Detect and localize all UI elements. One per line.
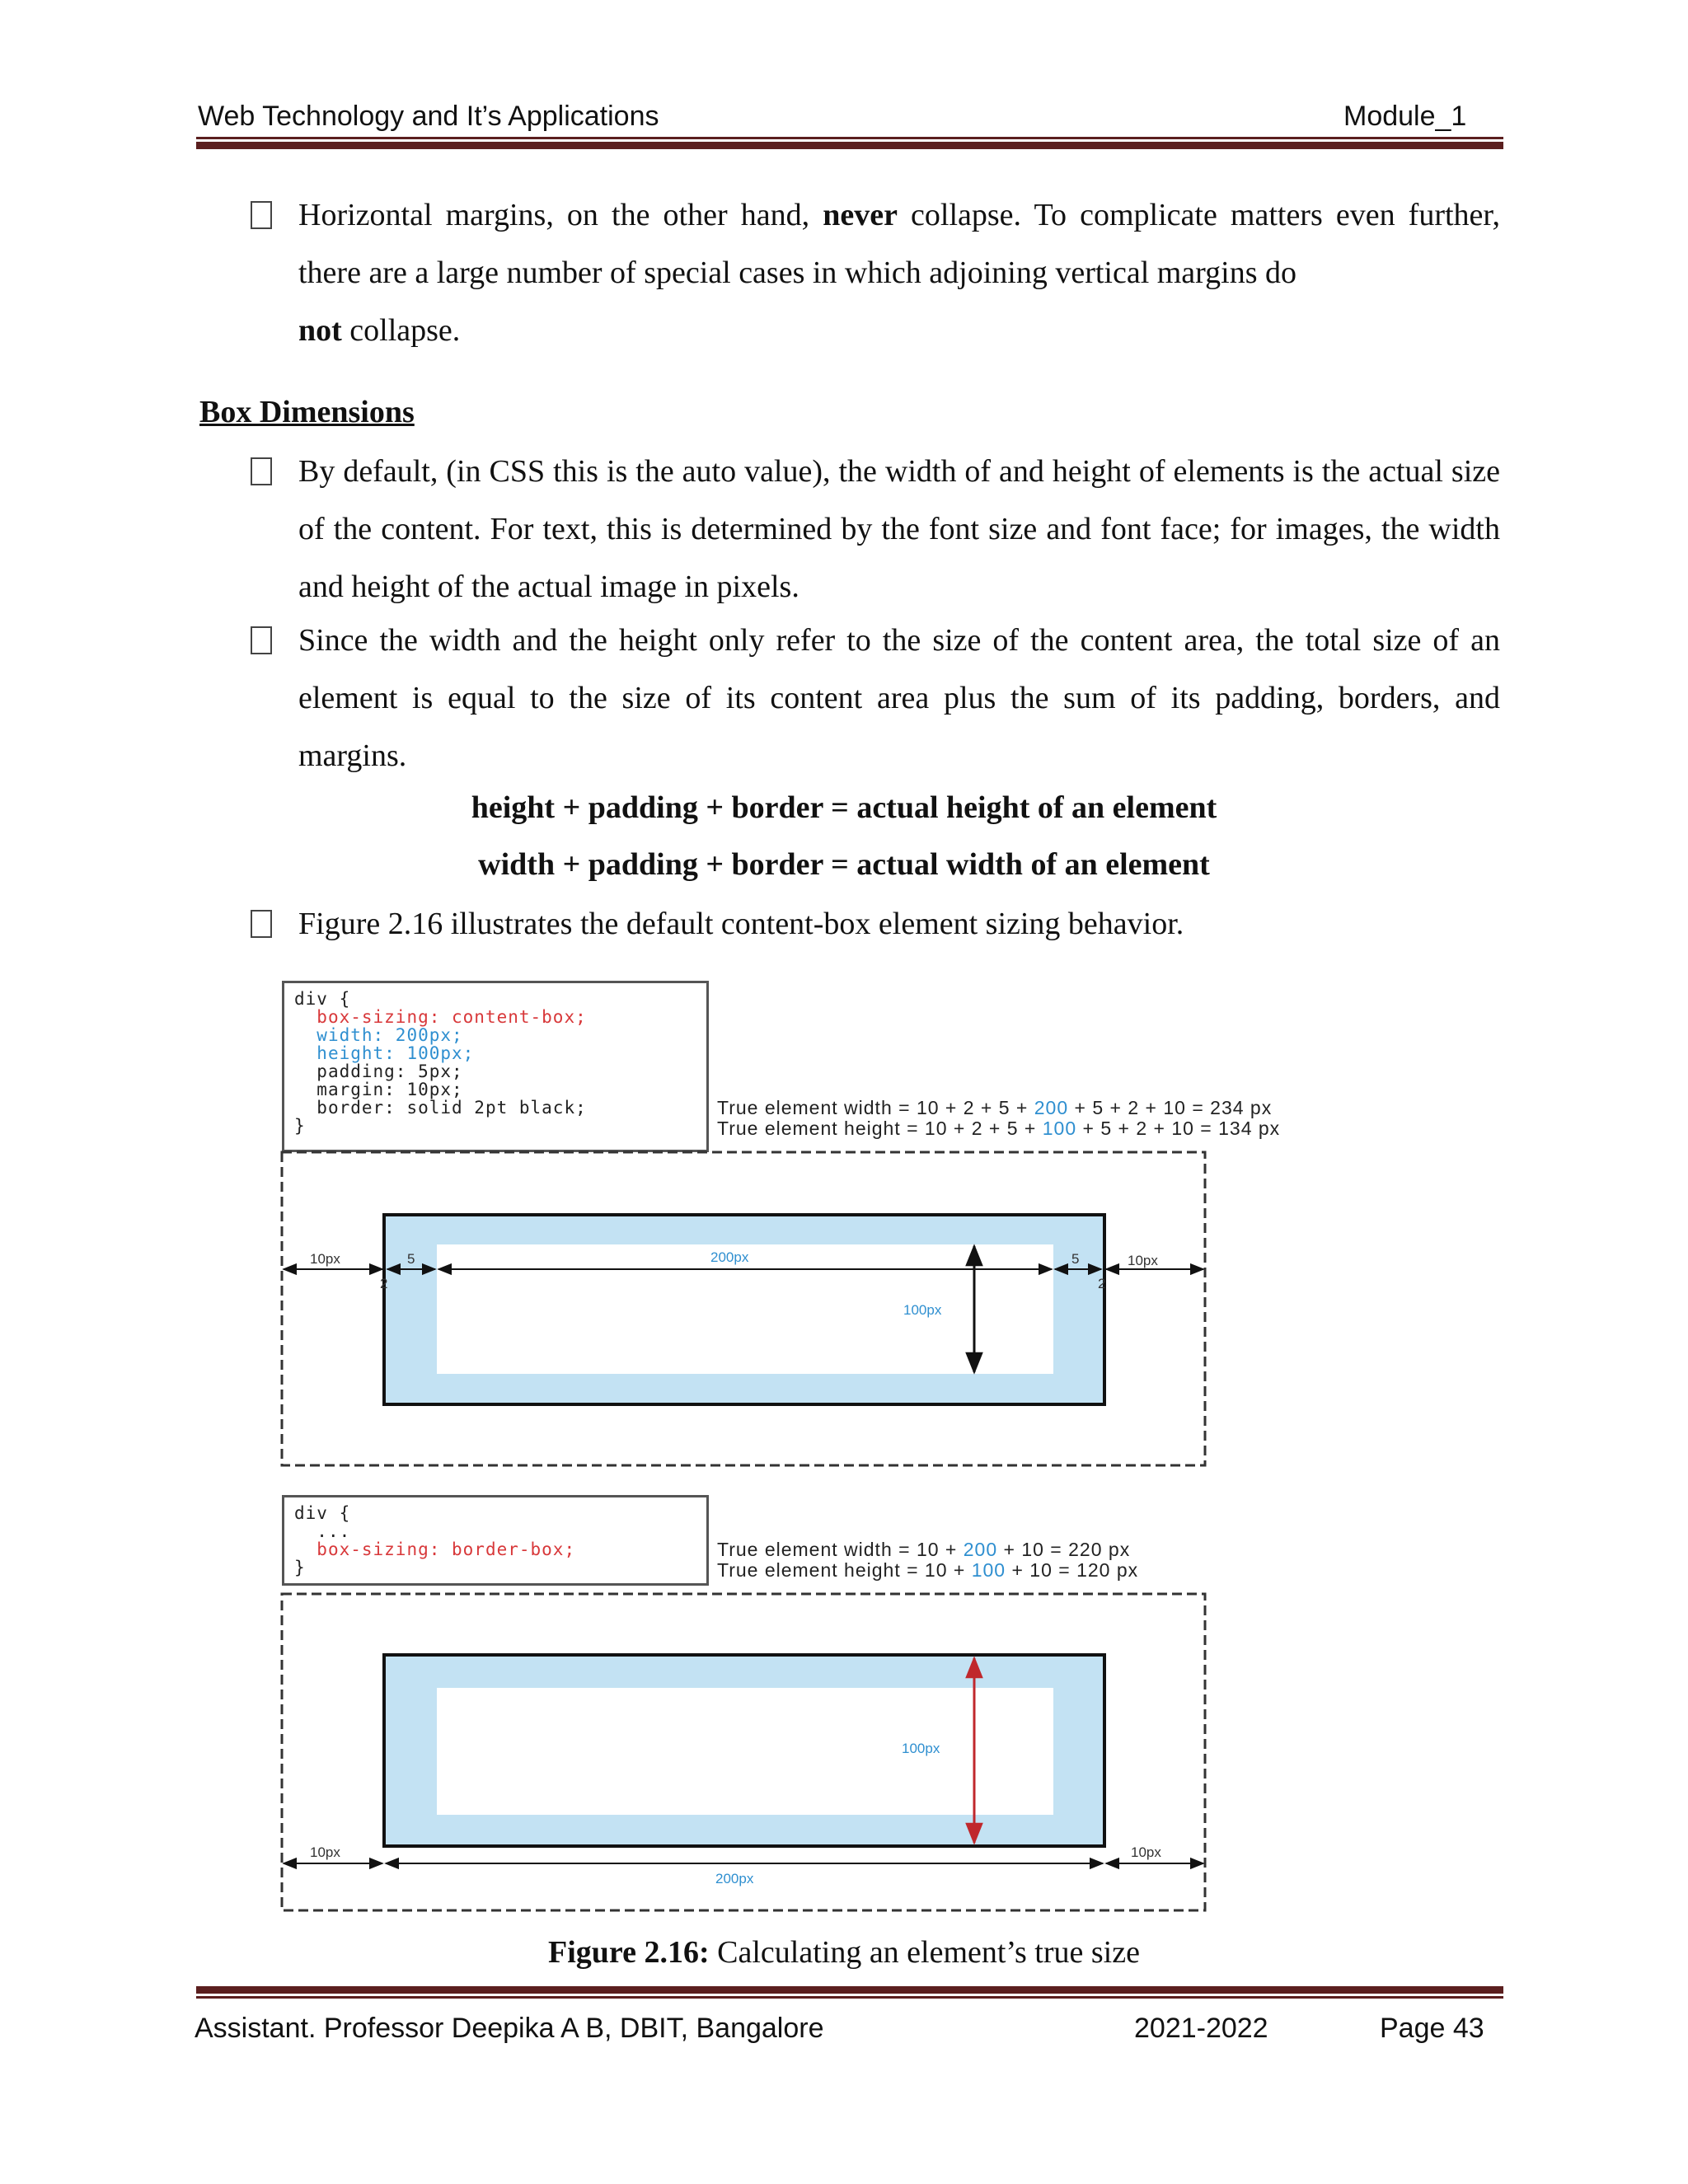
label-padding-left: 5 (407, 1251, 415, 1267)
equation-true-width-border-box (717, 1540, 1130, 1560)
label-height-border-box: 100px (902, 1741, 940, 1756)
code-line: div { (294, 989, 351, 1009)
header-module: Module_1 (1343, 101, 1467, 132)
footer-year: 2021-2022 (1134, 2013, 1268, 2044)
content-area (437, 1688, 1053, 1815)
label-border-left: 2 (380, 1276, 388, 1291)
label-border-right: 2 (1098, 1276, 1106, 1291)
eq-value: 200 (1034, 1097, 1069, 1118)
code-line: } (294, 1116, 306, 1136)
p1-text-never: never (823, 198, 898, 232)
code-box-border-box (282, 1495, 709, 1586)
p1-text-e: collapse. (349, 313, 461, 348)
label-content-width: 200px (710, 1249, 749, 1265)
formula-width: width + padding + border = actual width of an element (478, 847, 1210, 882)
footer-rule-thin (196, 1996, 1503, 1999)
formula-height: height + padding + border = actual height of an element (471, 790, 1217, 825)
header-title: Web Technology and It’s Applications (198, 101, 659, 132)
eq-value: 100 (1042, 1118, 1077, 1139)
border-box-diagram (282, 1594, 1205, 1910)
content-box-diagram (282, 1152, 1205, 1465)
paragraph-total-size: Since the width and the height only refer to the size of the content area, the total size of an element is equal to the size of its content area plus the sum of its padding, borders, and margins. (298, 623, 1500, 773)
eq-part: + 5 + 2 + 10 = 234 px (1074, 1097, 1273, 1118)
eq-part: + 10 = 220 px (1003, 1539, 1131, 1560)
section-heading: Box Dimensions (199, 395, 415, 429)
paragraph-default-size: By default, (in CSS this is the auto value), the width of and height of elements is the actual size of the content. For text, this is determined by the font size and font face; for images, the width and height of the actual image in pixels. (298, 454, 1500, 604)
footer-author: Assistant. Professor Deepika A B, DBIT, Bangalore (195, 2013, 824, 2044)
eq-part: + 10 = 120 px (1011, 1559, 1139, 1581)
label-margin-left: 10px (310, 1251, 340, 1267)
code-line: border: solid 2pt black; (316, 1098, 587, 1118)
code-line: ... (316, 1521, 351, 1541)
eq-value: 200 (963, 1539, 998, 1560)
eq-part: + 5 + 2 + 10 = 134 px (1082, 1118, 1281, 1139)
code-line: div { (294, 1503, 351, 1523)
figure-caption (0, 1934, 1688, 1971)
label-content-height: 100px (903, 1302, 942, 1318)
code-line: } (294, 1558, 306, 1577)
p1-text-c: collapse. To complicate matters even further, there are a large number of special cases in which adjoining vertical margins do (298, 198, 1501, 290)
code-line: height: 100px; (316, 1043, 475, 1063)
p1-text-not: not (298, 313, 342, 348)
footer-page-number: Page 43 (1380, 2013, 1484, 2044)
eq-part: True element width = 10 + (717, 1539, 958, 1560)
label-padding-right: 5 (1071, 1251, 1080, 1267)
code-line: padding: 5px; (316, 1062, 463, 1081)
footer-rule-thick (196, 1986, 1503, 1994)
label-width-border-box: 200px (715, 1871, 754, 1886)
label-margin-left-border-box: 10px (310, 1844, 340, 1860)
label-margin-right: 10px (1128, 1253, 1158, 1268)
code-line: box-sizing: content-box; (316, 1007, 587, 1027)
code-line: width: 200px; (316, 1025, 463, 1045)
eq-part: True element height = 10 + (717, 1559, 966, 1581)
eq-value: 100 (971, 1559, 1006, 1581)
p1-text-a: Horizontal margins, on the other hand, (298, 198, 810, 232)
code-line: margin: 10px; (316, 1080, 463, 1099)
eq-part: True element height = 10 + 2 + 5 + (717, 1118, 1037, 1139)
eq-part: True element width = 10 + 2 + 5 + (717, 1097, 1029, 1118)
paragraph-figure-intro: Figure 2.16 illustrates the default content-box element sizing behavior. (298, 907, 1184, 941)
label-margin-right-border-box: 10px (1131, 1844, 1161, 1860)
code-line: box-sizing: border-box; (316, 1540, 576, 1559)
equation-true-height-border-box (717, 1560, 1138, 1581)
caption-text: Calculating an element’s true size (717, 1935, 1140, 1970)
caption-label: Figure 2.16: (548, 1935, 710, 1970)
